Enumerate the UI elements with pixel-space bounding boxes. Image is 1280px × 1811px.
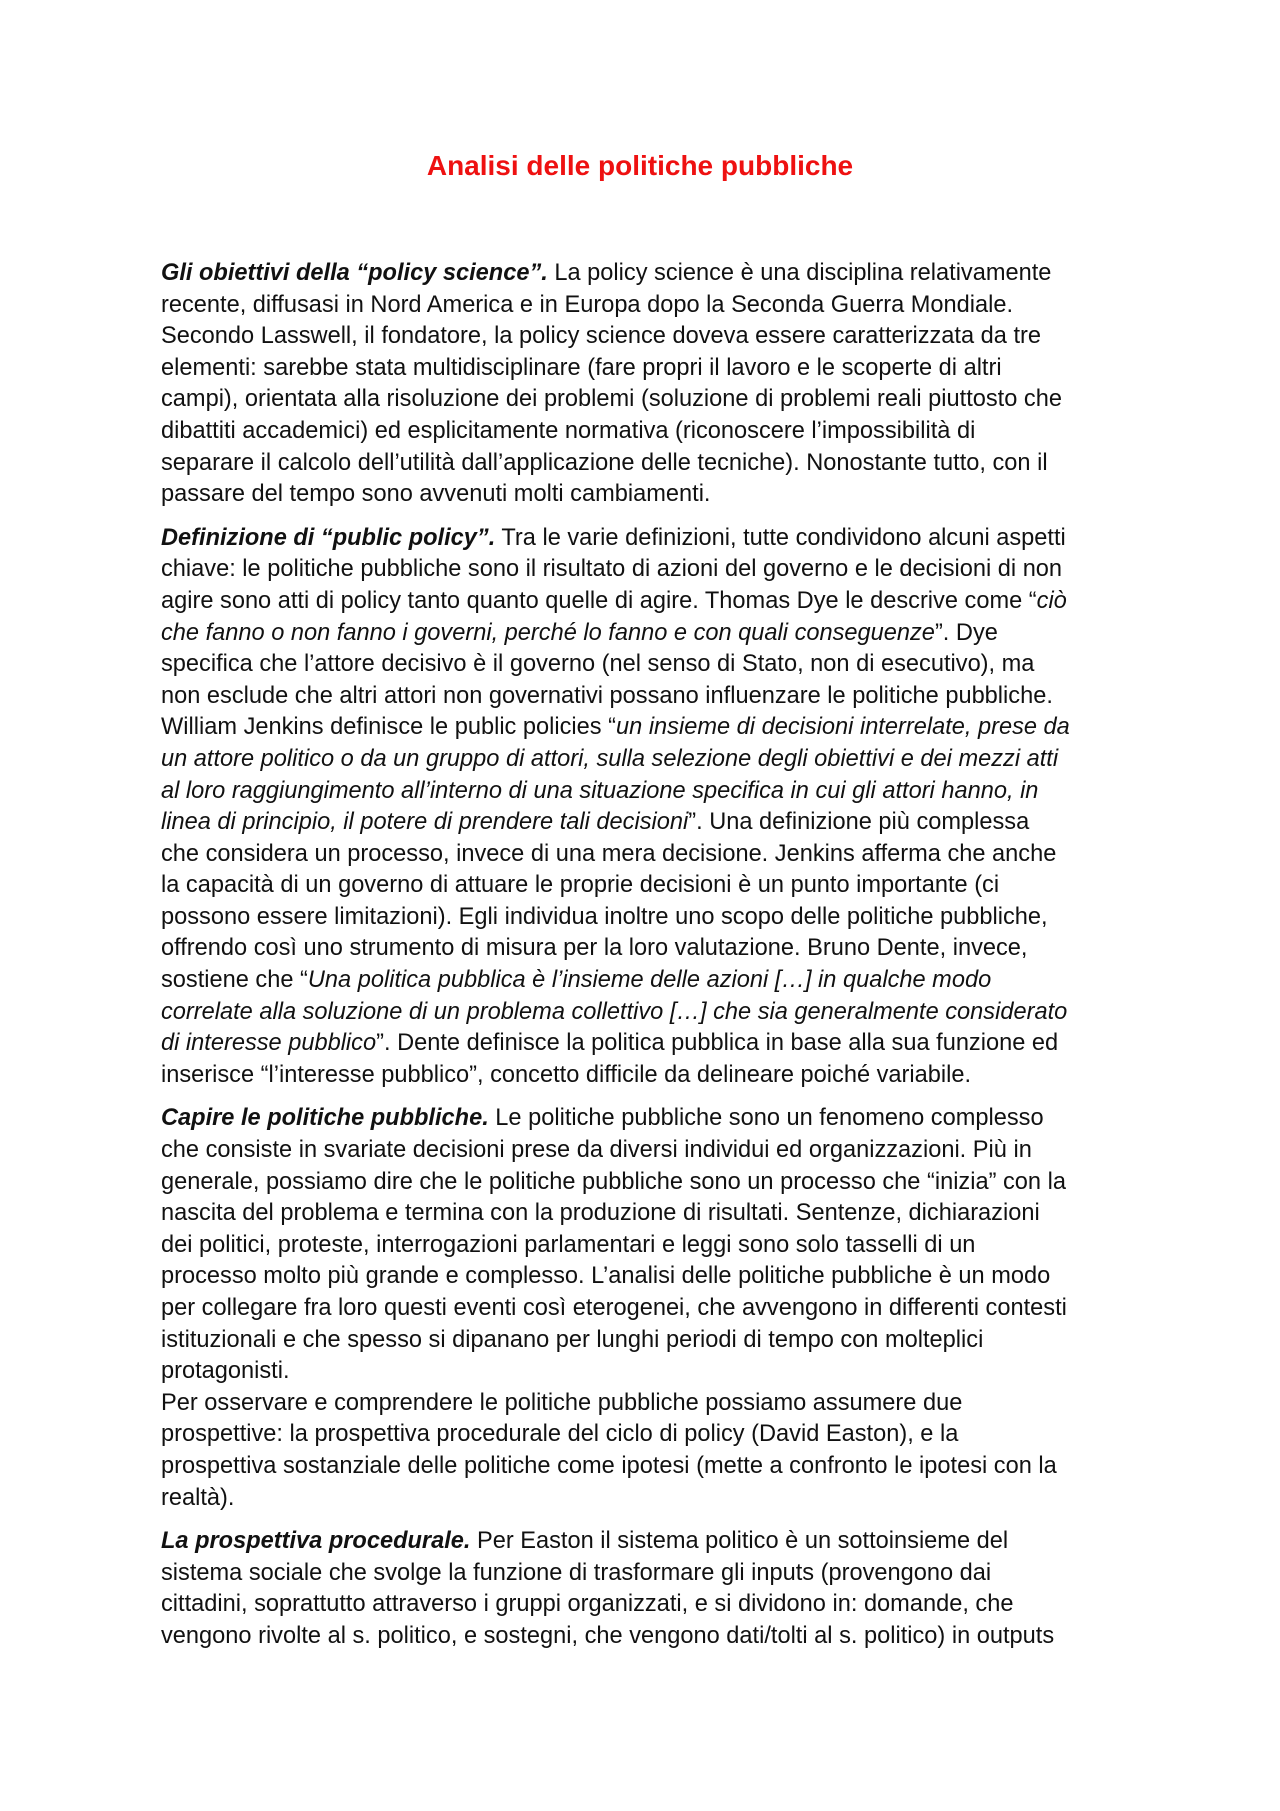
text-line: che consiste in svariate decisioni prese da diversi individui ed organizzazioni. Più in — [161, 1137, 1032, 1164]
text-line: istituzionali e che spesso si dipanano per lunghi periodi di tempo con molteplici — [161, 1326, 984, 1353]
text-line: di interesse pubblico”. Dente definisce la politica pubblica in base alla sua funzione ed — [161, 1030, 1059, 1057]
paragraph-heading: Capire le politiche pubbliche. — [161, 1105, 489, 1132]
text-line: nascita del problema e termina con la produzione di risultati. Sentenze, dichiarazioni — [161, 1200, 1040, 1227]
paragraph-heading: Definizione di “public policy”. — [161, 524, 496, 551]
text-line: inserisce “l’interesse pubblico”, concetto difficile da delineare poiché variabile. — [161, 1061, 972, 1088]
text-line: che considera un processo, invece di una mera decisione. Jenkins afferma che anche — [161, 840, 1057, 867]
text-line: passare del tempo sono avvenuti molti cambiamenti. — [161, 481, 711, 508]
text-line: linea di principio, il potere di prendere tali decisioni”. Una definizione più complessa — [161, 809, 1030, 836]
paragraph-prospettiva-procedurale — [161, 1526, 1161, 1652]
quote-text: di interesse pubblico — [161, 1030, 377, 1057]
text-line: separare il calcolo dell’utilità dall’applicazione delle tecniche). Nonostante tutto, con il — [161, 449, 1048, 476]
quote-text: linea di principio, il potere di prendere tali decisioni — [161, 809, 689, 836]
text-line: elementi: sarebbe stata multidisciplinare (fare propri il lavoro e le scoperte di altri — [161, 354, 1002, 381]
text-line: chiave: le politiche pubbliche sono il risultato di azioni del governo e le decisioni di non — [161, 556, 1063, 583]
text-line: dibattiti accademici) ed esplicitamente normativa (riconoscere l’impossibilità di — [161, 417, 976, 444]
text-line: per collegare fra loro questi eventi così eterogenei, che avvengono in differenti contesti — [161, 1295, 1067, 1321]
text-line: recente, diffusasi in Nord America e in Europa dopo la Seconda Guerra Mondiale. — [161, 291, 1014, 318]
text-line: prospettiva sostanziale delle politiche come ipotesi (mette a confronto le ipotesi con la — [161, 1452, 1057, 1479]
text-line: Definizione di “public policy”. Tra le varie definizioni, tutte condividono alcuni aspetti — [161, 524, 1066, 551]
document-title: Analisi delle politiche pubbliche — [426, 150, 854, 181]
text-line: Gli obiettivi della “policy science”. La policy science è una disciplina relativamente — [161, 260, 1052, 286]
text-line: che fanno o non fanno i governi, perché lo fanno e con quali conseguenze”. Dye — [161, 619, 998, 646]
text-line: la capacità di un governo di attuare le proprie decisioni è un punto importante (ci — [161, 872, 1000, 899]
paragraph-heading: Gli obiettivi della “policy science”. — [161, 260, 548, 286]
paragraph-heading: La prospettiva procedurale. — [161, 1528, 471, 1555]
text-line: processo molto più grande e complesso. L’analisi delle politiche pubbliche è un modo — [161, 1263, 1051, 1290]
paragraph-policy-science — [161, 258, 1161, 511]
text-line: generale, possiamo dire che le politiche pubbliche sono un processo che “inizia” con la — [161, 1168, 1066, 1195]
text-line: campi), orientata alla risoluzione dei problemi (soluzione di problemi reali piuttosto che — [161, 386, 1062, 413]
quote-text: al loro raggiungimento all’interno di una situazione specifica in cui gli attori hanno, in — [161, 777, 1039, 804]
document-body — [161, 258, 1161, 1653]
text-line: protagonisti. — [161, 1358, 290, 1385]
text-line: Capire le politiche pubbliche. Le politiche pubbliche sono un fenomeno complesso — [161, 1105, 1044, 1132]
paragraph-spacer — [161, 1514, 1161, 1526]
quote-text: Una politica pubblica è l’insieme delle azioni […] in qualche modo — [307, 967, 992, 994]
text-line: sistema sociale che svolge la funzione di trasformare gli inputs (provengono dai — [161, 1559, 992, 1586]
text-line: realtà). — [161, 1484, 235, 1511]
text-line: vengono rivolte al s. politico, e sostegni, che vengono dati/tolti al s. politico) in outputs — [161, 1622, 1055, 1649]
quote-text: un insieme di decisioni interrelate, prese da — [616, 714, 1070, 741]
text-line: sostiene che “Una politica pubblica è l’insieme delle azioni […] in qualche modo — [161, 967, 992, 994]
paragraph-capire-politiche — [161, 1103, 1161, 1514]
text-line: agire sono atti di policy tanto quanto quelle di agire. Thomas Dye le descrive come “ciò — [161, 587, 1067, 614]
text-line: Secondo Lasswell, il fondatore, la policy science doveva essere caratterizzata da tre — [161, 323, 1041, 350]
quote-text: correlate alla soluzione di un problema collettivo […] che sia generalmente considerato — [161, 998, 1068, 1025]
paragraph-public-policy — [161, 523, 1161, 1092]
text-line: William Jenkins definisce le public policies “un insieme di decisioni interrelate, prese da — [161, 714, 1070, 741]
text-line: offrendo così uno strumento di misura per la loro valutazione. Bruno Dente, invece, — [161, 935, 1028, 962]
quote-text: ciò — [1036, 587, 1067, 614]
text-line: Per osservare e comprendere le politiche pubbliche possiamo assumere due — [161, 1389, 963, 1416]
text-line: prospettive: la prospettiva procedurale del ciclo di policy (David Easton), e la — [161, 1421, 959, 1448]
text-line: possono essere limitazioni). Egli individua inoltre uno scopo delle politiche pubbliche, — [161, 903, 1048, 930]
quote-text: che fanno o non fanno i governi, perché lo fanno e con quali conseguenze — [161, 619, 935, 646]
text-line: specifica che l’attore decisivo è il governo (nel senso di Stato, non di esecutivo), ma — [161, 651, 1035, 678]
paragraph-spacer — [161, 511, 1161, 523]
quote-text: un attore politico o da un gruppo di attori, sulla selezione degli obiettivi e dei mezzi atti — [161, 745, 1059, 772]
text-line: cittadini, soprattutto attraverso i gruppi organizzati, e si dividono in: domande, che — [161, 1591, 1014, 1618]
text-line: non esclude che altri attori non governativi possano influenzare le politiche pubbliche. — [161, 682, 1053, 709]
text-line: La prospettiva procedurale. Per Easton il sistema politico è un sottoinsieme del — [161, 1528, 1009, 1555]
text-line: dei politici, proteste, interrogazioni parlamentari e leggi sono solo tasselli di un — [161, 1231, 976, 1258]
paragraph-spacer — [161, 1091, 1161, 1103]
